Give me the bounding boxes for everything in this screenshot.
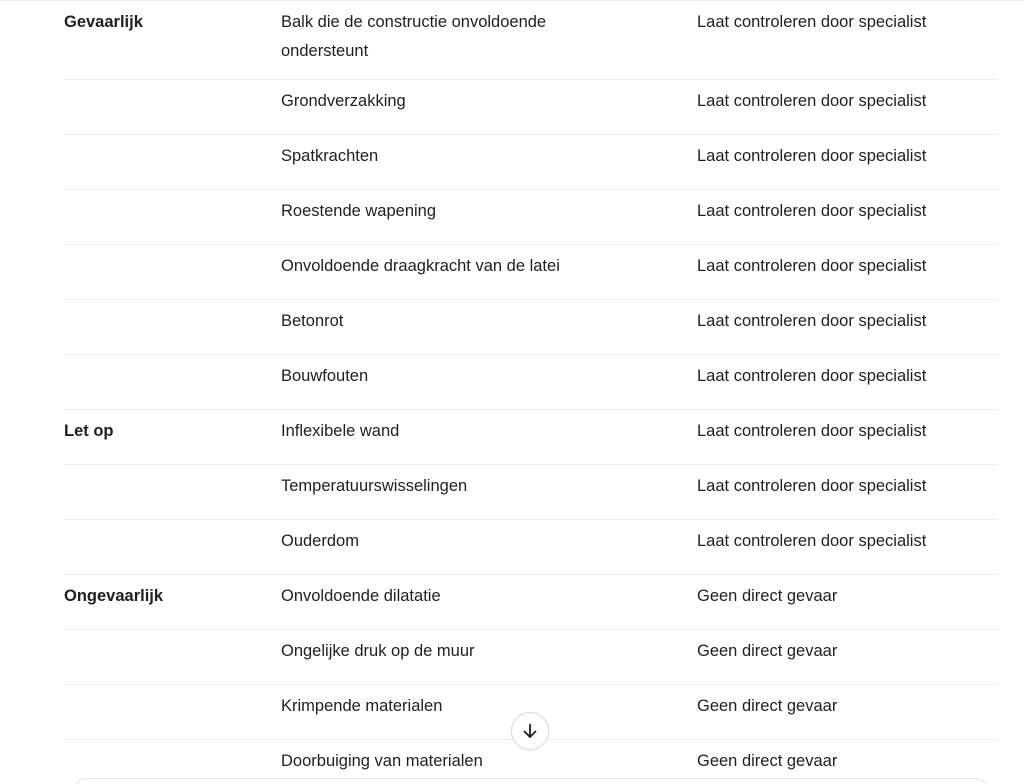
cause-cell: Doorbuiging van materialen — [281, 752, 483, 770]
advice-cell: Laat controleren door specialist — [697, 367, 927, 385]
advice-cell: Geen direct gevaar — [697, 642, 838, 660]
category-cell: Ongevaarlijk — [64, 587, 164, 605]
table-row — [64, 300, 998, 355]
advice-cell: Laat controleren door specialist — [697, 532, 927, 550]
cause-cell: Inflexibele wand — [281, 422, 400, 440]
advice-cell: Laat controleren door specialist — [697, 422, 927, 440]
table-row — [64, 135, 998, 190]
advice-cell: Laat controleren door specialist — [697, 13, 927, 31]
cause-cell: Ongelijke druk op de muur — [281, 642, 475, 660]
category-cell: Let op — [64, 422, 114, 440]
category-cell: Gevaarlijk — [64, 13, 143, 31]
advice-cell: Geen direct gevaar — [697, 587, 838, 605]
cause-cell: Onvoldoende draagkracht van de latei — [281, 257, 560, 275]
table-row — [64, 190, 998, 245]
cause-cell: Krimpende materialen — [281, 697, 443, 715]
table-row — [64, 630, 998, 685]
cause-cell: Ouderdom — [281, 532, 359, 550]
table-row — [64, 410, 998, 465]
table-row — [64, 465, 998, 520]
advice-cell: Laat controleren door specialist — [697, 477, 927, 495]
table-row — [64, 1, 998, 80]
message-composer[interactable] — [72, 778, 990, 784]
cause-cell: Temperatuurswisselingen — [281, 477, 468, 495]
scroll-to-bottom-button[interactable] — [511, 712, 549, 750]
advice-cell: Geen direct gevaar — [697, 752, 838, 770]
cause-cell: Betonrot — [281, 312, 344, 330]
cause-cell: Spatkrachten — [281, 147, 379, 165]
cause-cell: Grondverzakking — [281, 92, 406, 110]
cause-cell: Onvoldoende dilatatie — [281, 587, 441, 605]
advice-cell: Geen direct gevaar — [697, 697, 838, 715]
table-row — [64, 520, 998, 575]
cause-cell: Balk die de constructie onvoldoende ondersteunt — [281, 13, 547, 60]
cause-cell: Bouwfouten — [281, 367, 369, 385]
table-row — [64, 575, 998, 630]
advice-cell: Laat controleren door specialist — [697, 92, 927, 110]
table-row — [64, 355, 998, 410]
table-row — [64, 245, 998, 300]
crack-assessment-table — [64, 1, 998, 784]
advice-cell: Laat controleren door specialist — [697, 312, 927, 330]
advice-cell: Laat controleren door specialist — [697, 147, 927, 165]
cause-cell: Roestende wapening — [281, 202, 437, 220]
arrow-down-icon — [521, 722, 539, 740]
table-row — [64, 80, 998, 135]
advice-cell: Laat controleren door specialist — [697, 202, 927, 220]
advice-cell: Laat controleren door specialist — [697, 257, 927, 275]
